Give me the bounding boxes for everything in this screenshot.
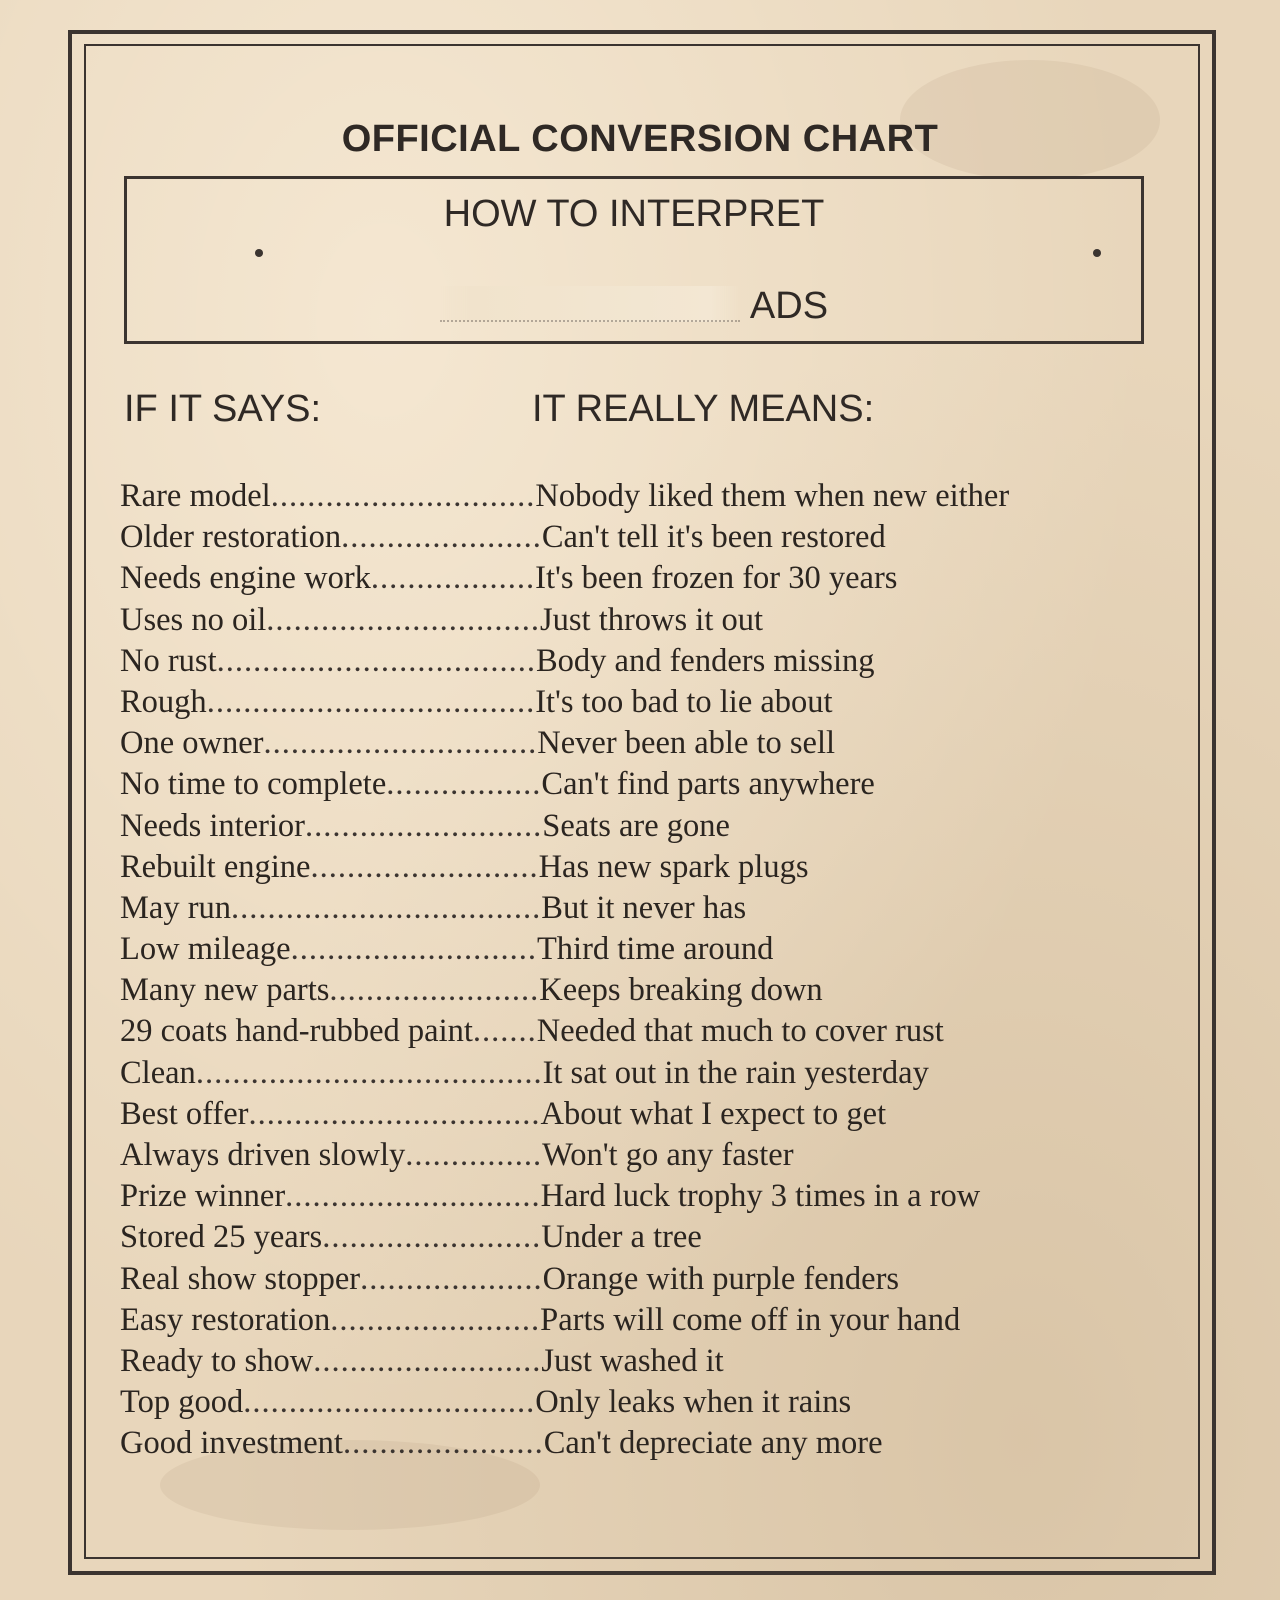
row-says: Rough (120, 683, 207, 720)
conversion-row (120, 1302, 1130, 1343)
row-says: Good investment (120, 1425, 343, 1462)
row-means: Just washed it (541, 1342, 724, 1379)
row-says: Always driven slowly (120, 1137, 406, 1173)
row-says: Best offer (120, 1095, 249, 1132)
conversion-row (120, 684, 1130, 725)
row-means: It's been frozen for 30 years (535, 560, 898, 597)
row-means: Third time around (536, 931, 774, 968)
dot-leader: ...................... (341, 519, 542, 556)
row-means: About what I expect to get (540, 1095, 887, 1132)
row-says: Prize winner (120, 1178, 286, 1215)
subtitle-line-1: HOW TO INTERPRET (443, 193, 825, 235)
row-means: Needed that much to cover rust (536, 1013, 944, 1050)
row-says: Easy restoration (120, 1301, 331, 1338)
column-header-means: IT REALLY MEANS: (532, 388, 875, 430)
row-means: Has new spark plugs (538, 848, 809, 885)
dot-leader: ................................ (248, 1095, 541, 1132)
conversion-row (120, 1219, 1130, 1260)
conversion-row (120, 890, 1130, 931)
row-means: Only leaks when it rains (535, 1384, 852, 1421)
dot-leader: .............................. (263, 725, 538, 762)
row-says: 29 coats hand-rubbed paint (120, 1013, 473, 1050)
row-means: Never been able to sell (537, 725, 836, 762)
dot-leader: .............................. (266, 601, 540, 638)
redacted-word (440, 286, 740, 322)
conversion-row (120, 1178, 1130, 1219)
dot-leader: ........................ (322, 1219, 542, 1256)
conversion-row (120, 1055, 1130, 1096)
subtitle-box (124, 176, 1144, 344)
dot-leader: ................. (386, 766, 542, 803)
row-means: But it never has (541, 889, 747, 926)
row-says: Ready to show (120, 1342, 314, 1379)
conversion-list (120, 478, 1130, 1467)
conversion-row (120, 972, 1130, 1013)
row-says: Many new parts (120, 972, 330, 1009)
column-header-says: IF IT SAYS: (124, 388, 322, 430)
dot-leader: .................................... (206, 683, 536, 720)
conversion-row (120, 808, 1130, 849)
row-means: Won't go any faster (542, 1137, 794, 1173)
row-means: Keeps breaking down (539, 972, 823, 1009)
row-says: One owner (120, 725, 264, 762)
conversion-row (120, 602, 1130, 643)
row-means: Body and fenders missing (535, 642, 875, 679)
dot-leader: ....................... (330, 1301, 541, 1338)
row-means: Seats are gone (542, 807, 730, 844)
conversion-row (120, 1096, 1130, 1137)
row-means: Just throws it out (540, 601, 764, 638)
row-says: Needs engine work (120, 560, 371, 597)
dot-leader: ......................... (310, 848, 539, 885)
row-means: It sat out in the rain yesterday (542, 1054, 929, 1091)
row-says: Rare model (120, 478, 271, 514)
subtitle-line-2 (127, 285, 1141, 328)
dot-leader: ............... (405, 1137, 543, 1173)
row-means: Can't tell it's been restored (541, 519, 886, 556)
dot-leader: .................................. (231, 889, 542, 926)
dot-leader: ....... (472, 1013, 537, 1050)
row-says: Older restoration (120, 519, 342, 556)
bullet-icon (1093, 249, 1101, 257)
row-says: Real show stopper (120, 1260, 361, 1297)
conversion-row (120, 1137, 1130, 1178)
dot-leader: ................................ (243, 1384, 536, 1421)
dot-leader: ............................. (270, 478, 536, 514)
row-says: No rust (120, 642, 217, 679)
row-means: Can't find parts anywhere (541, 766, 875, 803)
bullet-icon (255, 249, 263, 257)
row-says: No time to complete (120, 766, 387, 803)
dot-leader: .................. (370, 560, 536, 597)
row-means: It's too bad to lie about (535, 683, 833, 720)
column-headers (124, 388, 1144, 438)
row-says: Stored 25 years (120, 1219, 323, 1256)
conversion-row (120, 1261, 1130, 1302)
conversion-row (120, 1384, 1130, 1425)
row-means: Can't depreciate any more (543, 1425, 883, 1462)
conversion-row (120, 560, 1130, 601)
row-says: Rebuilt engine (120, 848, 311, 885)
conversion-row (120, 1425, 1130, 1466)
conversion-row (120, 849, 1130, 890)
row-says: Low mileage (120, 931, 291, 968)
conversion-row (120, 931, 1130, 972)
dot-leader: ...................................... (195, 1054, 543, 1091)
row-says: Needs interior (120, 807, 306, 844)
dot-leader: ....................... (329, 972, 540, 1009)
dot-leader: ...................... (342, 1425, 544, 1462)
row-says: Uses no oil (120, 601, 267, 638)
dot-leader: ............................ (285, 1178, 541, 1215)
dot-leader: ........................... (290, 931, 537, 968)
row-says: Top good (120, 1384, 244, 1421)
dot-leader: .......................... (305, 807, 543, 844)
subtitle-ads-label: ADS (749, 285, 829, 327)
conversion-row (120, 766, 1130, 807)
dot-leader: ................................... (216, 642, 536, 679)
dot-leader: ......................... (313, 1342, 542, 1379)
dot-leader: .................... (360, 1260, 543, 1297)
row-means: Parts will come off in your hand (540, 1301, 961, 1338)
conversion-row (120, 478, 1130, 519)
chart-title: OFFICIAL CONVERSION CHART (341, 118, 939, 160)
row-says: May run (120, 889, 232, 926)
row-means: Under a tree (541, 1219, 702, 1256)
conversion-row (120, 643, 1130, 684)
conversion-row (120, 725, 1130, 766)
conversion-row (120, 1343, 1130, 1384)
row-means: Hard luck trophy 3 times in a row (540, 1178, 981, 1215)
row-means: Orange with purple fenders (542, 1260, 900, 1297)
row-means: Nobody liked them when new either (535, 478, 1010, 514)
conversion-row (120, 519, 1130, 560)
row-says: Clean (120, 1054, 196, 1091)
conversion-row (120, 1013, 1130, 1054)
